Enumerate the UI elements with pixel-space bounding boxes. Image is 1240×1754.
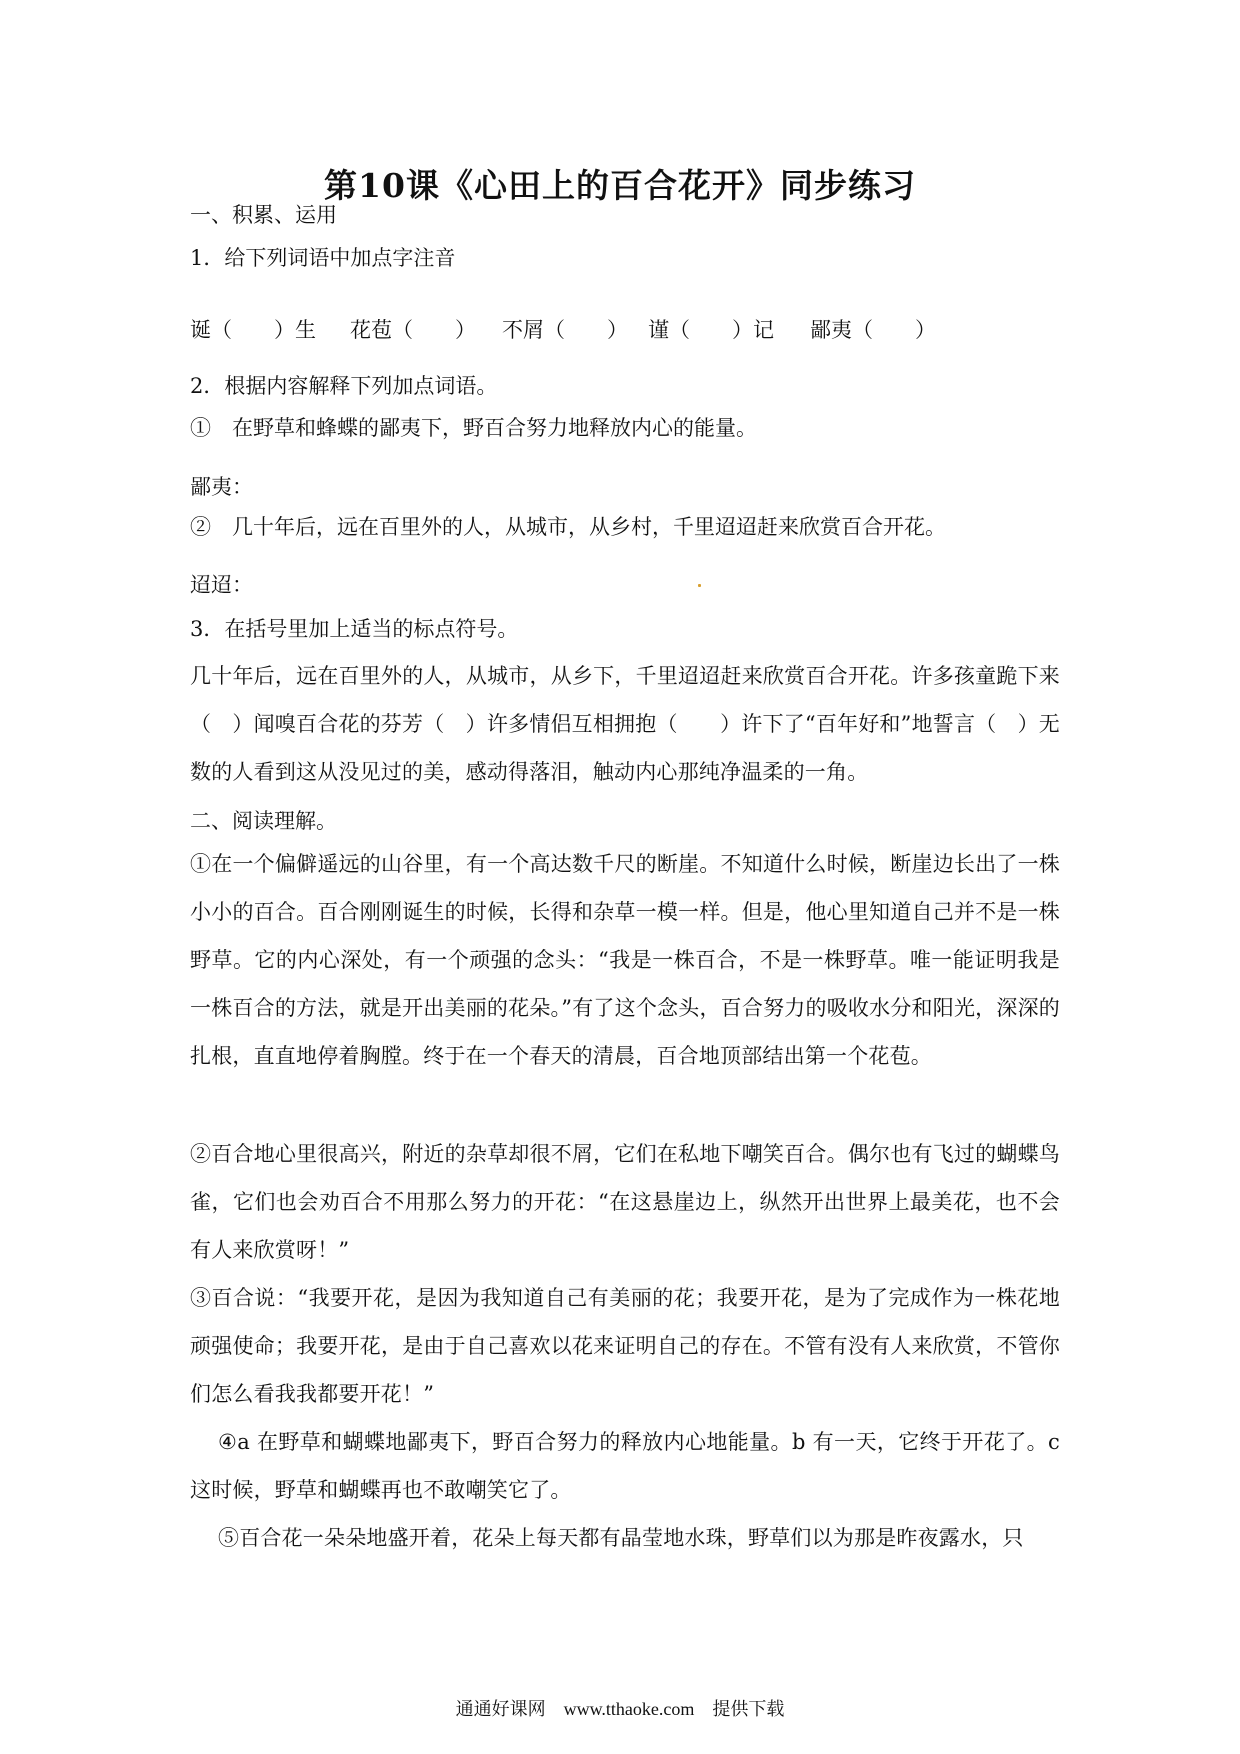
question-2-answer-1: 鄙夷： [190, 475, 253, 499]
pinyin-item-1: 诞（ ）生 [190, 318, 316, 342]
page-title: 第10课《心田上的百合花开》同步练习 [324, 166, 916, 205]
question-1: 1．给下列词语中加点字注音 [190, 246, 456, 270]
question-2-sentence-2: ② 几十年后，远在百里外的人，从城市，从乡村，千里迢迢赶来欣赏百合开花。 [190, 515, 946, 539]
section-heading-2: 二、阅读理解。 [190, 809, 337, 833]
pinyin-item-2: 花苞（ ） [350, 318, 476, 342]
reading-paragraph-1: ①在一个偏僻遥远的山谷里，有一个高达数千尺的断崖。不知道什么时候，断崖边长出了一株小小的百合。百合刚刚诞生的时候，长得和杂草一模一样。但是，他心里知道自己并不是一株野草。它的内心深处，有一个顽强的念头：“我是一株百合，不是一株野草。唯一能证明我是一株百合的方法，就是开出美丽的花朵。”有了这个念头，百合努力的吸收水分和阳光，深深的扎根，直直地停着胸膛。终于在一个春天的清晨，百合地顶部结出第一个花苞。 [190, 852, 1060, 1068]
reading-paragraph-2: ②百合地心里很高兴，附近的杂草却很不屑，它们在私地下嘲笑百合。偶尔也有飞过的蝴蝶鸟雀，它们也会劝百合不用那么努力的开花：“在这悬崖边上，纵然开出世界上最美花，也不会有人来欣赏呀！” [190, 1142, 1060, 1262]
pinyin-items [190, 314, 1060, 348]
reading-paragraph-4: ④a 在野草和蝴蝶地鄙夷下，野百合努力的释放内心地能量。b 有一天，它终于开花了。c 这时候，野草和蝴蝶再也不敢嘲笑它了。 [190, 1430, 1060, 1502]
question-2-sentence-1: ① 在野草和蜂蝶的鄙夷下，野百合努力地释放内心的能量。 [190, 416, 757, 440]
section-heading-1: 一、积累、运用 [190, 203, 337, 227]
question-3-text: 几十年后，远在百里外的人，从城市，从乡下，千里迢迢赶来欣赏百合开花。许多孩童跪下来（ ）闻嗅百合花的芬芳（ ）许多情侣互相拥抱（ ）许下了“百年好和”地誓言（ ）无数的人看到这从没见过的美，感动得落泪，触动内心那纯净温柔的一角。 [190, 664, 1060, 784]
pinyin-item-5: 鄙夷（ ） [810, 318, 936, 342]
pinyin-item-3: 不屑（ ） [502, 318, 628, 342]
question-2-answer-2: 迢迢： [190, 573, 253, 597]
question-3: 3．在括号里加上适当的标点符号。 [190, 617, 519, 641]
reading-paragraph-5: ⑤百合花一朵朵地盛开着，花朵上每天都有晶莹地水珠，野草们以为那是昨夜露水，只 [218, 1526, 1024, 1550]
page-footer: 通通好课网 www.tthaoke.com 提供下载 [455, 1699, 785, 1719]
pinyin-item-4: 谨（ ）记 [648, 318, 774, 342]
scan-speck [698, 584, 701, 587]
question-2: 2．根据内容解释下列加点词语。 [190, 374, 498, 398]
reading-paragraph-3: ③百合说：“我要开花，是因为我知道自己有美丽的花；我要开花，是为了完成作为一株花地顽强使命；我要开花，是由于自己喜欢以花来证明自己的存在。不管有没有人来欣赏，不管你们怎么看我我都要开花！” [190, 1286, 1060, 1406]
